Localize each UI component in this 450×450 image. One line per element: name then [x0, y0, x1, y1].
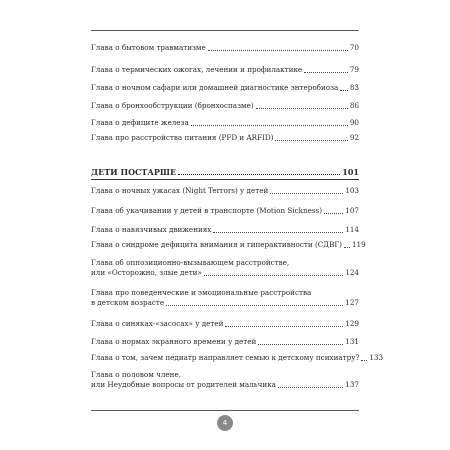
toc-entry-page-number: 86 [349, 101, 359, 110]
toc-entry[interactable] [91, 258, 359, 278]
toc-entry[interactable] [91, 133, 359, 143]
toc-entry-page-number: 103 [345, 186, 359, 195]
toc-entry[interactable] [91, 288, 359, 308]
dot-leader [208, 50, 348, 51]
toc-entry-title: Глава о половом члене, [91, 370, 181, 379]
toc-entry[interactable] [91, 43, 359, 53]
toc-entry-page-number: 131 [345, 337, 359, 346]
toc-entry-page-number: 124 [345, 268, 359, 277]
toc-entry-page-number: 79 [349, 65, 359, 74]
toc-entry-page-number: 92 [349, 133, 359, 142]
toc-entry-page-number: 90 [349, 118, 359, 127]
toc-entry[interactable] [91, 101, 359, 111]
dot-leader [340, 90, 348, 91]
toc-entry-title: Глава о бытовом травматизме [91, 43, 206, 52]
dot-leader [225, 326, 343, 327]
dot-leader [275, 140, 347, 141]
dot-leader [166, 305, 343, 306]
toc-entry-title: или Неудобные вопросы от родителей мальчика [91, 380, 276, 389]
toc-entry[interactable] [91, 83, 359, 93]
toc-entry-page-number: 133 [369, 353, 384, 362]
dot-leader [258, 344, 343, 345]
dot-leader [213, 232, 343, 233]
dot-leader [361, 360, 367, 361]
toc-entry[interactable] [91, 240, 366, 250]
toc-entry-page-number: 129 [345, 319, 359, 328]
toc-entry[interactable] [91, 337, 359, 347]
toc-entry-title: Глава о термических ожогах, лечении и профилактике [91, 65, 303, 74]
toc-entry-title: Глава о том, зачем педиатр направляет семью к детскому психиатру? [91, 353, 360, 362]
toc-entry[interactable] [91, 206, 359, 216]
toc-entry[interactable] [91, 118, 359, 128]
toc-entry-title: Глава о нормах экранного времени у детей [91, 337, 257, 346]
toc-entry-title: Глава о ночных ужасах (Night Terrors) у детей [91, 186, 269, 195]
toc-entry[interactable] [91, 65, 359, 75]
toc-entry[interactable] [91, 319, 359, 329]
dot-leader [324, 213, 343, 214]
toc-entry-page-number: 70 [349, 43, 359, 52]
toc-entry-page-number: 119 [351, 240, 366, 249]
toc-entry-title: в детском возрасте [91, 298, 165, 307]
toc-entry[interactable] [91, 370, 359, 390]
dot-leader [204, 275, 343, 276]
toc-entry-title: Глава про расстройства питания (PFD и ARFID) [91, 133, 274, 142]
bottom-rule [91, 410, 359, 411]
dot-leader [191, 125, 348, 126]
toc-entry-title: Глава про поведенческие и эмоциональные расстройства [91, 288, 312, 297]
toc-entry-title: Глава о навязчивых движениях [91, 225, 212, 234]
toc-entry-title: Глава о синдроме дефицита внимания и гиперактивности (СДВГ) [91, 240, 342, 249]
section-rule [91, 179, 359, 180]
toc-entry-page-number: 137 [345, 380, 359, 389]
toc-entry[interactable] [91, 225, 359, 235]
dot-leader [278, 387, 343, 388]
dot-leader [256, 108, 348, 109]
toc-entry-page-number: 83 [349, 83, 359, 92]
toc-entry-title: Глава о синяках-«засосах» у детей [91, 319, 224, 328]
section-heading[interactable] [91, 167, 359, 177]
top-rule [91, 30, 359, 31]
toc-entry-title: Глава об укачивании у детей в транспорте (Motion Sickness) [91, 206, 323, 215]
dot-leader [344, 247, 350, 248]
dot-leader [304, 72, 348, 73]
toc-entry-title: Глава о бронхообструкции (бронхоспазме) [91, 101, 254, 110]
toc-entry-title: или «Осторожно, злые дети» [91, 268, 202, 277]
toc-entry-page-number: 107 [345, 206, 359, 215]
toc-entry[interactable] [91, 353, 384, 363]
section-page-number: 101 [342, 167, 359, 177]
section-title: ДЕТИ ПОСТАРШЕ [91, 167, 177, 177]
dot-leader [270, 193, 343, 194]
toc-entry-page-number: 127 [345, 298, 359, 307]
toc-entry[interactable] [91, 186, 359, 196]
page-number-badge: 4 [217, 415, 233, 431]
toc-entry-page-number: 114 [345, 225, 359, 234]
toc-entry-title: Глава об оппозиционно-вызывающем расстройстве, [91, 258, 290, 267]
toc-entry-title: Глава о ночном сафари или домашней диагностике энтеробиоза [91, 83, 339, 92]
dot-leader [178, 174, 340, 175]
toc-entry-title: Глава о дефиците железа [91, 118, 189, 127]
